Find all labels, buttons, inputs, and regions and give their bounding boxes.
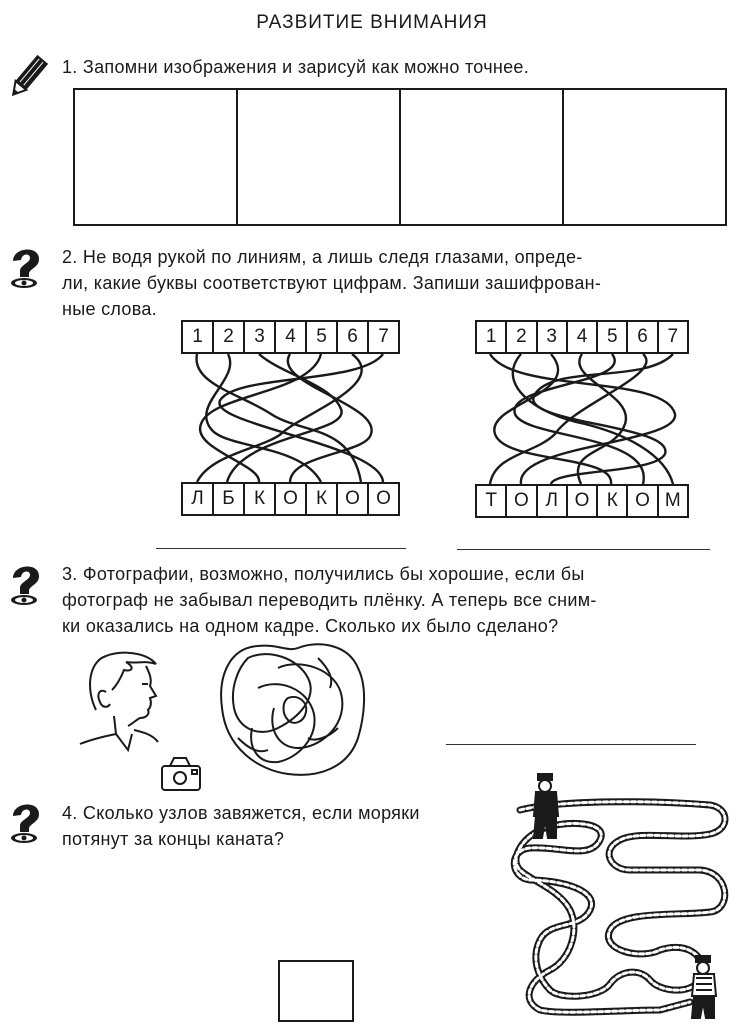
number-cell: 5: [598, 322, 628, 352]
number-cell: 1: [477, 322, 507, 352]
pencil-icon: [6, 52, 50, 102]
page-title: РАЗВИТИЕ ВНИМАНИЯ: [256, 12, 488, 33]
number-cell: 2: [507, 322, 537, 352]
sailor-top: [534, 774, 558, 838]
answer-line-2[interactable]: [457, 549, 710, 550]
number-cell: 5: [307, 322, 338, 352]
task-4-line-2: потянут за концы каната?: [62, 829, 285, 849]
number-cell: 7: [378, 326, 389, 347]
answer-box[interactable]: [278, 960, 354, 1022]
number-cell: 6: [628, 322, 658, 352]
tangled-lines-2: [475, 354, 689, 484]
puzzle-2-letters: [475, 484, 689, 518]
puzzle-2-numbers: [475, 320, 689, 354]
letter-cell: О: [276, 484, 307, 514]
number-cell: 4: [568, 322, 598, 352]
letter-cell: О: [568, 486, 598, 516]
letter-cell: О: [338, 484, 369, 514]
task-1-text: 1. Запомни изображения и зарисуй как можно точнее.: [62, 57, 530, 77]
drawing-grid[interactable]: [73, 88, 727, 226]
task-4-line-1: 4. Сколько узлов завяжется, если моряки: [62, 803, 420, 823]
answer-line-3[interactable]: [446, 744, 696, 745]
question-eye-icon: [5, 560, 47, 606]
letter-cell: Б: [214, 484, 245, 514]
task-2-text: [62, 244, 736, 322]
letter-cell: О: [628, 486, 658, 516]
task-3-text: [62, 561, 736, 639]
drawing-cell[interactable]: [401, 90, 564, 224]
tangled-lines-1: [181, 354, 400, 482]
number-cell: 4: [276, 322, 307, 352]
letter-cell: Т: [477, 486, 507, 516]
letter-cell: О: [507, 486, 537, 516]
drawing-cell[interactable]: [238, 90, 401, 224]
letter-cell: К: [598, 486, 628, 516]
number-cell: 6: [338, 322, 369, 352]
question-eye-icon: [5, 243, 47, 289]
sailors-rope-illustration: [500, 770, 740, 1020]
letter-cell: Л: [183, 484, 214, 514]
overlapping-photos-illustration: [218, 638, 368, 780]
number-cell: 1: [183, 322, 214, 352]
drawing-cell[interactable]: [564, 90, 725, 224]
puzzle-1-numbers: [181, 320, 400, 354]
task-3-line-1: 3. Фотографии, возможно, получились бы хорошие, если бы: [62, 564, 585, 584]
letter-cell: К: [307, 484, 338, 514]
sailor-bottom: [692, 956, 716, 1018]
number-cell: 2: [214, 322, 245, 352]
task-4-text: [62, 800, 506, 852]
answer-line-1[interactable]: [156, 548, 406, 549]
puzzle-1-letters: [181, 482, 400, 516]
letter-cell: Л: [538, 486, 568, 516]
question-eye-icon: [5, 798, 47, 844]
letter-cell: М: [664, 490, 681, 511]
camera-illustration: [160, 756, 204, 794]
letter-cell: К: [245, 484, 276, 514]
task-2-line-2: ли, какие буквы соответствуют цифрам. Запиши зашифрован-: [62, 273, 602, 293]
number-cell: 3: [245, 322, 276, 352]
drawing-cell[interactable]: [75, 90, 238, 224]
letter-cell: О: [376, 488, 391, 509]
number-cell: 7: [667, 326, 679, 347]
number-cell: 3: [538, 322, 568, 352]
boy-portrait-illustration: [76, 650, 166, 762]
task-2-line-1: 2. Не водя рукой по линиям, а лишь следя глазами, опреде-: [62, 247, 583, 267]
task-3-line-2: фотограф не забывал переводить плёнку. А теперь все сним-: [62, 590, 597, 610]
task-3-line-3: ки оказались на одном кадре. Сколько их было сделано?: [62, 616, 559, 636]
task-2-line-3: ные слова.: [62, 299, 157, 319]
